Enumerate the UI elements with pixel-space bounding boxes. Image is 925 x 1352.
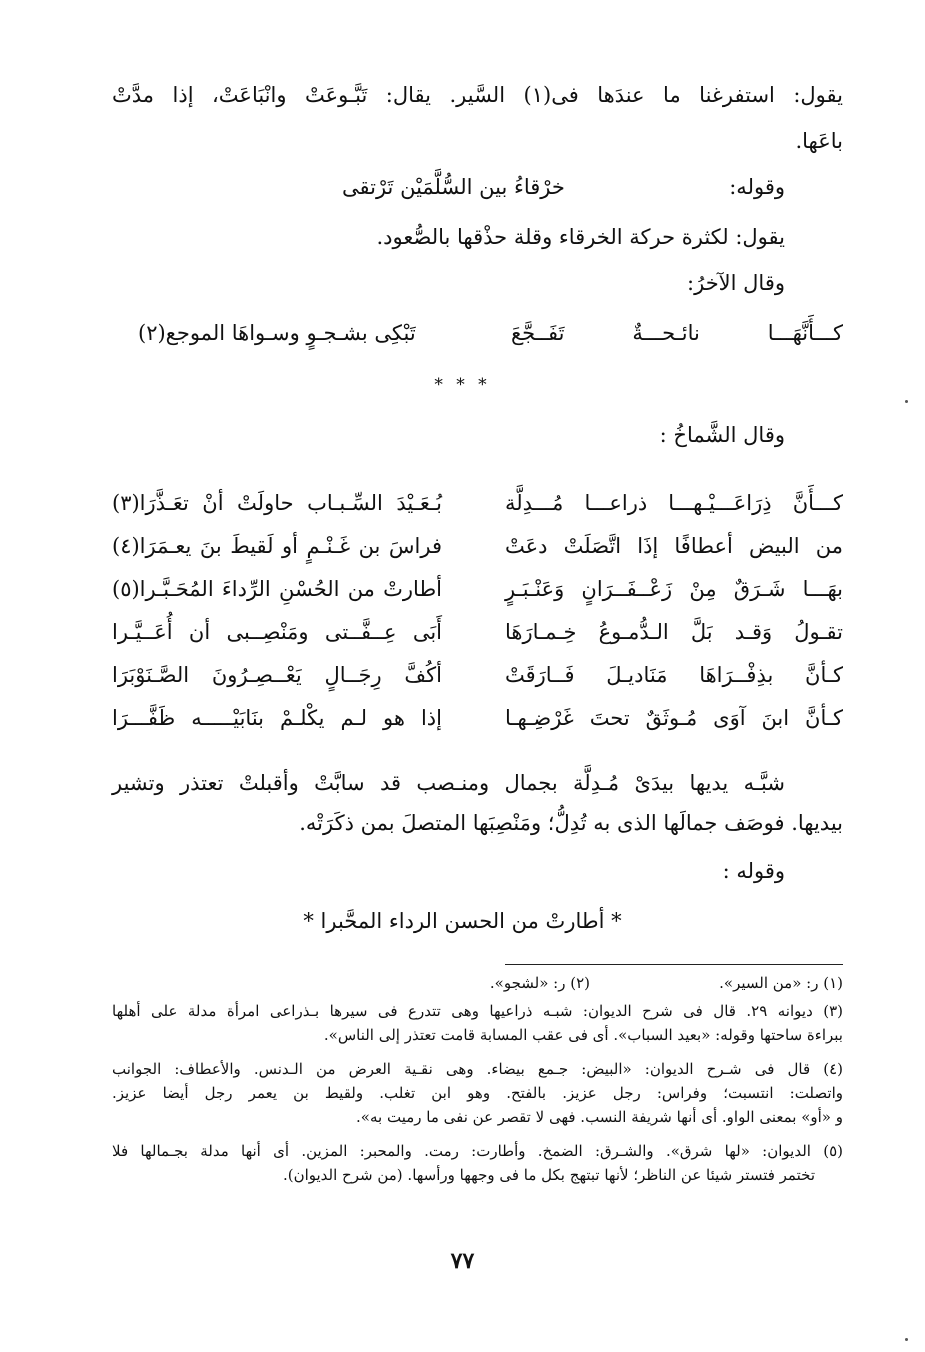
section-label: وقال الآخرُ: bbox=[687, 271, 785, 295]
commentary-line: شبَّـه يديها بيدَىْ مُـدِلَّة بجمال ومنـصب قد سابَّتْ وأقبلتْ تعتذر وتشير bbox=[112, 771, 785, 795]
qawluh-label: وقوله: bbox=[729, 175, 785, 199]
footnote: و «أو» بمعنى الواو. أى أنها شريفة النسب. فهى لا تقصر عن نفى ما رميت به». bbox=[356, 1108, 843, 1126]
verse-left-hemistich: فراسَ بن غَـنْـمٍ أو لَقيطَ بنَ يعـمَرَا(٤) bbox=[112, 534, 442, 558]
footnote: (٢) ر: «لشجو». bbox=[489, 974, 590, 992]
commentary-line: باعَها. bbox=[795, 129, 843, 153]
commentary-line: يقول: استفرغنا ما عندَها فى(١) السَّير. يقال: تَبَّـوعَتْ وانْبَاعَتْ، إذا مدَّتْ bbox=[112, 83, 844, 107]
verse-left-hemistich: أَبَى عِــفَّــتى ومَنْصِــبى أن أُعَــيَّـرا bbox=[112, 620, 442, 644]
verse-right-hemistich: كـأنَّ بذِفْــرَاهَا مَنَاديـلَ فَــارَقَتْ bbox=[505, 663, 843, 687]
footnote: (١) ر: «من السير». bbox=[719, 974, 843, 992]
commentary-line: بيديها. فوصَف جمالَها الذى به تُدِلُّ؛ ومَنْصِبَها المتصلَ بمن ذكَرَتْه. bbox=[299, 811, 843, 835]
footnote: (٤) قال فى شـرح الديوان: «البيض: جـمع بيضاء. وهى نقـية العرض من الـدنس. والأعطاف: الجوانب bbox=[112, 1060, 843, 1078]
page-number: ٧٧ bbox=[450, 1248, 475, 1274]
verse-left-hemistich: تَبْكِى بشـجـوٍ وسـواهَا الموجع(٢) bbox=[138, 321, 416, 345]
footnote: (٣) ديوانه ٢٩. قال فى شرح الديوان: شبـه ذراعيها وهى تتدرع فى سيرها بـذراعى امرأة مدلة على أهلها bbox=[112, 1002, 843, 1020]
verse-right-hemistich: كـــأَنَّ ذِرَاعَـــيْـهـــا ذراعـــا مُـــدِلَّة bbox=[505, 491, 843, 515]
footnote: ببراءة ساحتها وقوله: «بعيد السباب». أى فى عقب المسابة قامت تعتذر إلى الناس». bbox=[323, 1026, 843, 1044]
commentary-line: يقول: لكثرة حركة الخرقاء وقلة حذْقها بالصُّعود. bbox=[376, 225, 785, 249]
footnote: واتصلت: انتسبت؛ وفراس: رجل عزيز. بالفتح. وهو ابن تغلب. ولقيط بن يعمر رجل أيضا عزيز. bbox=[112, 1084, 843, 1102]
section-heading: وقال الشَّماخُ : bbox=[659, 423, 785, 447]
hemistich: خرْقاءُ بين السُّلَّمَيْن تَرْتقى bbox=[342, 175, 565, 199]
section-separator: * * * bbox=[434, 375, 491, 395]
qawluh-label: وقوله : bbox=[722, 859, 785, 883]
footnote-rule bbox=[505, 964, 843, 965]
verse-right-hemistich: كـأنَّ ابنَ آوَى مُـوثَقٌ تحتَ غَرْضِـهـا bbox=[505, 706, 843, 730]
scan-speck bbox=[905, 1338, 908, 1341]
quoted-hemistich: * أطارتْ من الحسن الرداء المحَّبرا * bbox=[303, 909, 622, 933]
verse-right-hemistich: تقـولُ وَقـد بَلَّ الـدُّمـوعُ خِـمـارَهَا bbox=[505, 620, 843, 644]
verse-left-hemistich: أكُفَّ رِجَــالٍ يَعْــصِـرُونَ الصَّـنَوْبَرَا bbox=[112, 663, 442, 687]
verse-right-hemistich: كـــأَنَّهَـــا نائـحـــةٌ تَفَــجَّعَ bbox=[511, 321, 843, 345]
verse-left-hemistich: إذا هو لـم يكْلـمْ بنَابَيْـــــه ظَفَّـــرَا bbox=[112, 706, 442, 730]
verse-right-hemistich: من البيض أعطافًا إذَا اتَّصَلَتْ دعَتْ bbox=[505, 534, 843, 558]
verse-right-hemistich: بهَـــا شَـرَقٌ مِنْ زَعْــفَــرَانٍ وَعَنْـبَـرٍ bbox=[505, 577, 843, 601]
verse-left-hemistich: أطارتْ من الحُسْنِ الرِّداءَ المُحَـبَّـرا(٥) bbox=[112, 577, 442, 601]
scan-speck bbox=[905, 400, 908, 403]
verse-left-hemistich: بُـعَـيْدَ السِّـبـاب حاولَتْ أنْ تعَـذَّرَا(٣) bbox=[112, 491, 442, 515]
footnote: تختمر فتستر شيئا عن الناظر؛ لأنها تبتهج بكل ما فى وجهها ورأسها. (من شرح الديوان). bbox=[282, 1166, 815, 1184]
footnote: (٥) الديوان: «لها شرق». والشـرق: الضمخ. وأطارت: رمت. والمحبر: المزين. أى أنها مدلة بجـمالها فلا bbox=[112, 1142, 843, 1160]
